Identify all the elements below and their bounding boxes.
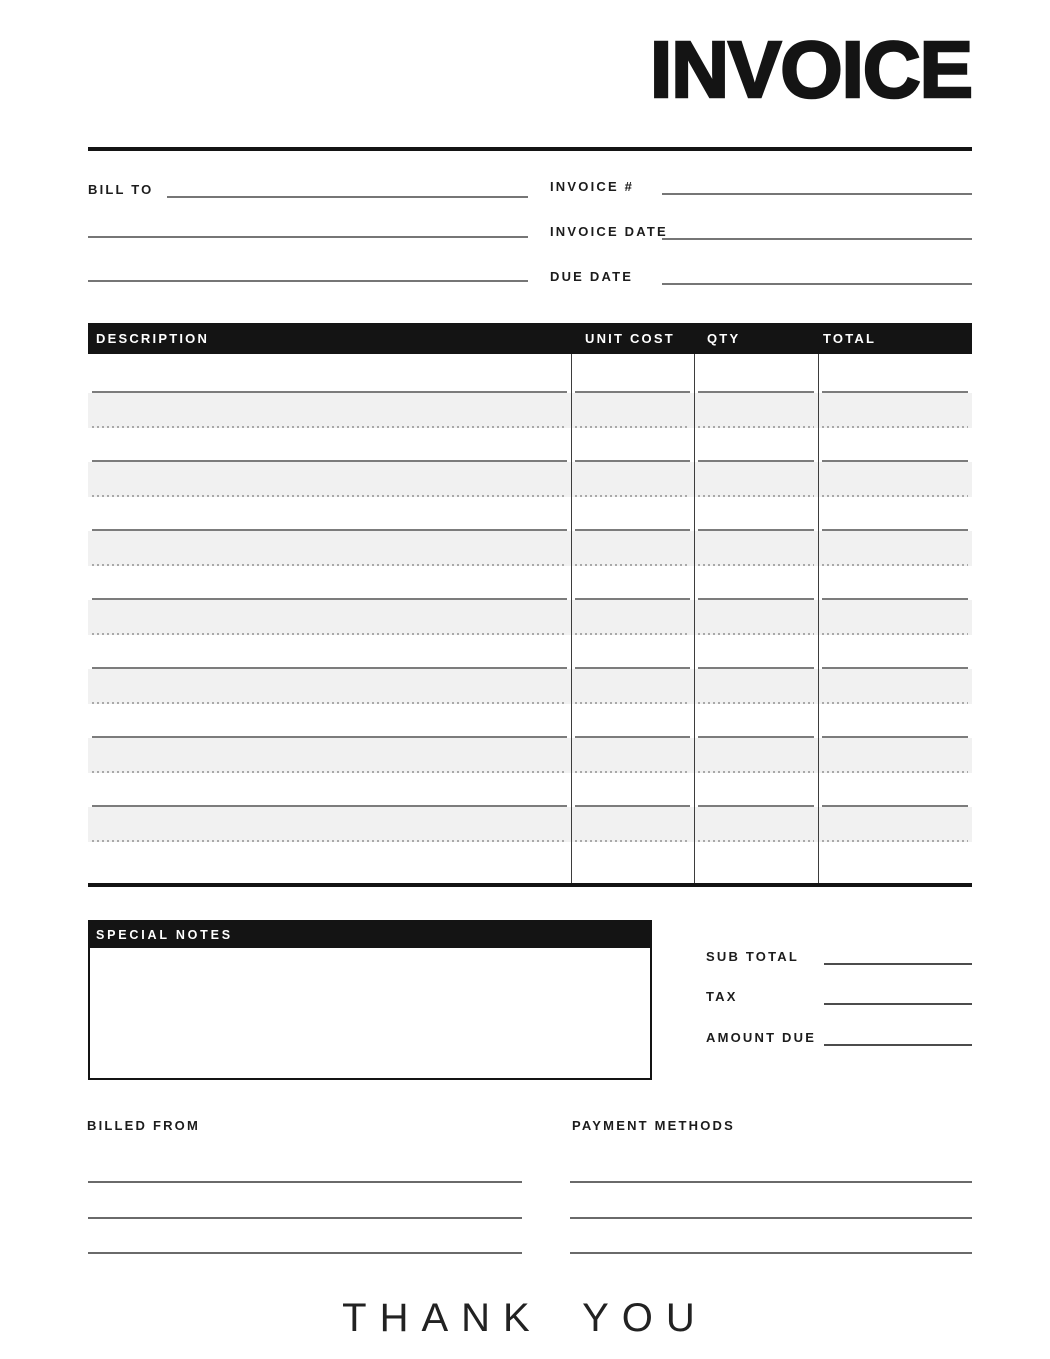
subtotal-input-line[interactable] (824, 941, 972, 965)
table-row[interactable] (88, 393, 972, 428)
row-cell[interactable] (694, 738, 818, 773)
billed-from-label: BILLED FROM (87, 1118, 201, 1133)
payment-methods-input-line[interactable] (570, 1252, 972, 1254)
table-row[interactable] (88, 354, 972, 393)
row-cell[interactable] (571, 669, 694, 704)
page-title: INVOICE (650, 25, 972, 114)
row-cell[interactable] (88, 600, 571, 635)
table-row[interactable] (88, 566, 972, 600)
row-cell[interactable] (571, 600, 694, 635)
invoice-date-input-line[interactable] (662, 208, 972, 240)
special-notes-label: SPECIAL NOTES (96, 927, 233, 942)
row-cell[interactable] (818, 566, 972, 600)
row-cell[interactable] (694, 600, 818, 635)
bill-to-input-line[interactable] (88, 280, 528, 282)
table-row[interactable] (88, 669, 972, 704)
row-cell[interactable] (571, 635, 694, 669)
row-cell[interactable] (571, 704, 694, 738)
table-row[interactable] (88, 704, 972, 738)
row-cell[interactable] (88, 531, 571, 566)
row-cell[interactable] (88, 773, 571, 807)
row-cell[interactable] (818, 428, 972, 462)
row-cell[interactable] (571, 428, 694, 462)
special-notes-input[interactable] (90, 948, 650, 1075)
row-cell[interactable] (88, 704, 571, 738)
row-cell[interactable] (88, 738, 571, 773)
row-cell[interactable] (694, 842, 818, 883)
invoice-number-input-line[interactable] (662, 163, 972, 195)
row-cell[interactable] (694, 462, 818, 497)
row-cell[interactable] (818, 462, 972, 497)
row-cell[interactable] (818, 807, 972, 842)
column-header-qty: QTY (707, 331, 741, 346)
invoice-number-label: INVOICE # (550, 179, 635, 194)
table-row[interactable] (88, 807, 972, 842)
table-row[interactable] (88, 462, 972, 497)
bill-to-field (88, 166, 528, 198)
bill-to-input-line[interactable] (167, 166, 528, 198)
amount-due-input-line[interactable] (824, 1022, 972, 1046)
billed-from-input-line[interactable] (88, 1252, 522, 1254)
row-cell[interactable] (88, 842, 571, 883)
items-table-body (88, 354, 972, 883)
row-cell[interactable] (818, 600, 972, 635)
payment-methods-input-line[interactable] (570, 1181, 972, 1183)
table-row[interactable] (88, 497, 972, 531)
column-divider (571, 354, 572, 883)
row-cell[interactable] (694, 807, 818, 842)
tax-input-line[interactable] (824, 981, 972, 1005)
row-cell[interactable] (571, 566, 694, 600)
table-row[interactable] (88, 773, 972, 807)
row-cell[interactable] (571, 773, 694, 807)
due-date-field (550, 253, 972, 285)
table-row[interactable] (88, 531, 972, 566)
row-cell[interactable] (694, 428, 818, 462)
row-cell[interactable] (88, 669, 571, 704)
row-cell[interactable] (694, 566, 818, 600)
table-row[interactable] (88, 842, 972, 883)
payment-methods-input-line[interactable] (570, 1217, 972, 1219)
tax-field (706, 981, 972, 1005)
row-cell[interactable] (88, 635, 571, 669)
column-divider (818, 354, 819, 883)
billed-from-input-line[interactable] (88, 1217, 522, 1219)
due-date-input-line[interactable] (662, 253, 972, 285)
special-notes-box (88, 920, 652, 1080)
column-header-total: TOTAL (823, 331, 877, 346)
items-table (88, 323, 972, 887)
row-cell[interactable] (818, 842, 972, 883)
row-cell[interactable] (694, 669, 818, 704)
row-cell[interactable] (818, 354, 972, 393)
row-cell[interactable] (571, 354, 694, 393)
row-cell[interactable] (818, 497, 972, 531)
row-cell[interactable] (818, 393, 972, 428)
amount-due-field (706, 1022, 972, 1046)
row-cell[interactable] (818, 635, 972, 669)
row-cell[interactable] (818, 531, 972, 566)
row-cell[interactable] (88, 497, 571, 531)
table-row[interactable] (88, 600, 972, 635)
row-cell[interactable] (571, 738, 694, 773)
row-cell[interactable] (88, 428, 571, 462)
row-cell[interactable] (88, 566, 571, 600)
row-cell[interactable] (694, 497, 818, 531)
column-header-description: DESCRIPTION (96, 331, 210, 346)
row-cell[interactable] (694, 704, 818, 738)
header-divider (88, 147, 972, 151)
amount-due-label: AMOUNT DUE (706, 1030, 817, 1045)
row-cell[interactable] (818, 704, 972, 738)
row-cell[interactable] (571, 531, 694, 566)
invoice-number-field (550, 163, 972, 195)
row-cell[interactable] (818, 738, 972, 773)
items-table-header (88, 323, 972, 354)
row-cell[interactable] (88, 393, 571, 428)
bill-to-label: BILL TO (88, 182, 154, 197)
table-row[interactable] (88, 635, 972, 669)
row-cell[interactable] (571, 807, 694, 842)
row-cell[interactable] (571, 393, 694, 428)
subtotal-field (706, 941, 972, 965)
row-cell[interactable] (571, 842, 694, 883)
column-header-unit-cost: UNIT COST (585, 331, 675, 346)
row-cell[interactable] (694, 635, 818, 669)
thank-you-text: THANK YOU (342, 1296, 708, 1340)
special-notes-header (89, 921, 651, 948)
row-cell[interactable] (694, 354, 818, 393)
invoice-date-label: INVOICE DATE (550, 224, 668, 239)
table-row[interactable] (88, 428, 972, 462)
row-cell[interactable] (571, 462, 694, 497)
row-cell[interactable] (88, 807, 571, 842)
row-cell[interactable] (88, 354, 571, 393)
row-cell[interactable] (818, 773, 972, 807)
row-cell[interactable] (571, 497, 694, 531)
row-cell[interactable] (694, 393, 818, 428)
billed-from-input-line[interactable] (88, 1181, 522, 1183)
bill-to-input-line[interactable] (88, 236, 528, 238)
due-date-label: DUE DATE (550, 269, 634, 284)
invoice-date-field (550, 208, 972, 240)
row-cell[interactable] (694, 773, 818, 807)
subtotal-label: SUB TOTAL (706, 949, 799, 964)
row-cell[interactable] (818, 669, 972, 704)
column-divider (694, 354, 695, 883)
table-row[interactable] (88, 738, 972, 773)
payment-methods-label: PAYMENT METHODS (572, 1118, 736, 1133)
row-cell[interactable] (88, 462, 571, 497)
tax-label: TAX (706, 989, 738, 1004)
row-cell[interactable] (694, 531, 818, 566)
